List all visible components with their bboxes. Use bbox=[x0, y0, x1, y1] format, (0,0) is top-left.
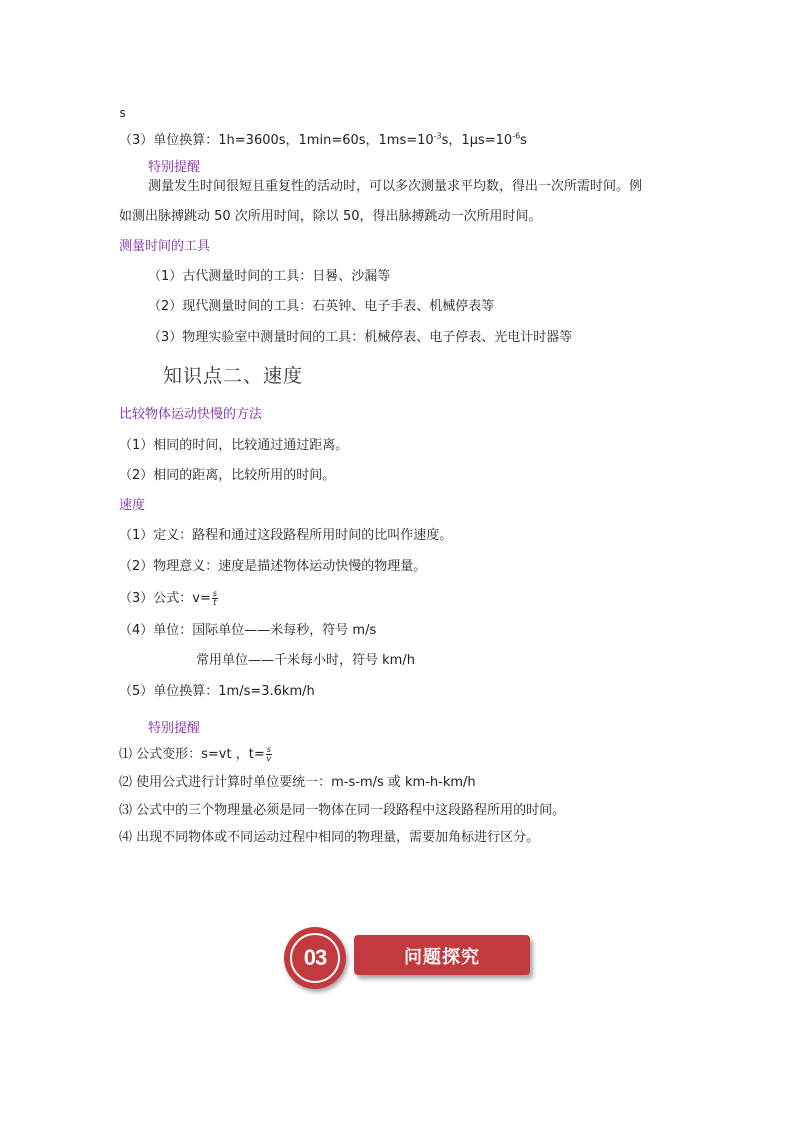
list-item: ⑶ 公式中的三个物理量必须是同一物体在同一段路程中这段路程所用的时间。 bbox=[119, 803, 566, 818]
section-number-badge bbox=[284, 927, 346, 989]
formula-line: （3）公式：v= $\frac{s}{t}$ bbox=[119, 589, 218, 607]
section-banner bbox=[354, 935, 530, 975]
fraction: $\frac{s}{v}$ bbox=[266, 745, 272, 763]
list-item: （2）物理意义：速度是描述物体运动快慢的物理量。 bbox=[119, 559, 427, 574]
list-item: （2）相同的距离，比较所用的时间。 bbox=[119, 468, 336, 483]
banner-number: 03 bbox=[303, 945, 327, 970]
section-heading: 测量时间的工具 bbox=[119, 239, 211, 254]
paragraph-line: 测量发生时间很短且重复性的活动时，可以多次测量求平均数，得出一次所需时间。例 bbox=[148, 179, 643, 194]
list-item: （3）物理实验室中测量时间的工具：机械停表、电子停表、光电计时器等 bbox=[148, 330, 573, 345]
list-item: （1）相同的时间，比较通过通过距离。 bbox=[119, 438, 349, 453]
list-item: ⑵ 使用公式进行计算时单位要统一：m-s-m/s 或 km-h-km/h bbox=[119, 775, 476, 790]
list-item: （1）古代测量时间的工具：日晷、沙漏等 bbox=[148, 269, 391, 284]
section-heading: 速度 bbox=[119, 498, 146, 513]
text-line: s bbox=[119, 106, 127, 120]
section-heading: 比较物体运动快慢的方法 bbox=[119, 407, 263, 422]
paragraph-line: 如测出脉搏跳动 50 次所用时间，除以 50，得出脉搏跳动一次所用时间。 bbox=[119, 209, 542, 224]
special-reminder-heading: 特别提醒 bbox=[148, 160, 201, 175]
knowledge-point-title: 知识点二、速度 bbox=[163, 365, 304, 387]
special-reminder-heading: 特别提醒 bbox=[148, 721, 201, 736]
list-item: 常用单位——千米每小时，符号 km/h bbox=[196, 653, 415, 668]
list-item: （2）现代测量时间的工具：石英钟、电子手表、机械停表等 bbox=[148, 299, 495, 314]
banner-title: 问题探究 bbox=[404, 947, 480, 968]
unit-conversion-line: （3）单位换算：1h=3600s，1min=60s，$1ms=10^{-3}s$，$1\mu s=10^{-6}s$ bbox=[119, 131, 527, 148]
fraction: $\frac{s}{t}$ bbox=[212, 589, 218, 607]
list-item: ⑷ 出现不同物体或不同运动过程中相同的物理量，需要加角标进行区分。 bbox=[119, 830, 540, 845]
list-item: （4）单位：国际单位——米每秒，符号 m/s bbox=[119, 623, 377, 638]
formula-line: ⑴ 公式变形：s=vt ，t= $\frac{s}{v}$ bbox=[119, 745, 272, 763]
list-item: （5）单位换算：1m/s=3.6km/h bbox=[119, 684, 315, 699]
list-item: （1）定义：路程和通过这段路程所用时间的比叫作速度。 bbox=[119, 528, 453, 543]
